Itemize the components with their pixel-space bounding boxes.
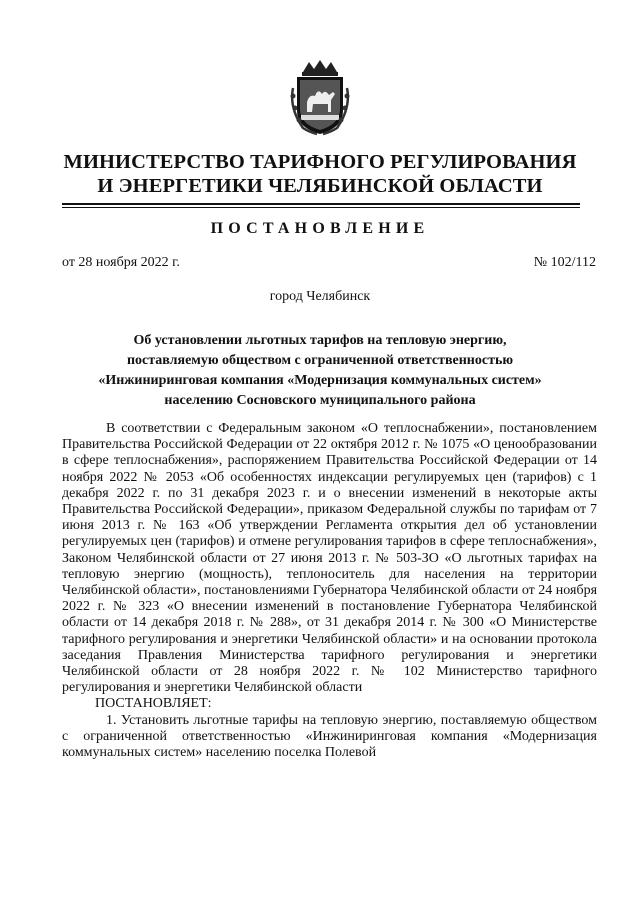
- document-body: [62, 421, 597, 761]
- title-line1: Об установлении льготных тарифов на тепловую энергию,: [133, 333, 507, 348]
- resolves-heading: ПОСТАНОВЛЯЕТ:: [95, 696, 212, 712]
- ministry-name: [40, 150, 600, 198]
- document-city: город Челябинск: [269, 289, 371, 304]
- document-title: [60, 331, 580, 411]
- coat-of-arms-icon: [289, 58, 351, 136]
- point-1-paragraph: 1. Установить льготные тарифы на тепловую энергию, поставляемую обществом с ограниченной ответственностью «Инжиниринговая компания «Модернизация коммунальных систем» населению поселка Полевой: [62, 712, 597, 761]
- preamble-paragraph: В соответствии с Федеральным законом «О теплоснабжении», постановлением Правительства Российской Федерации от 22 октября 2012 г. № 1075 «О ценообразовании в сфере теплоснабжения», распоряжением Правительства Российской Федерации от 14 ноября 2022 № 2053 «Об особенностях индексации регулируемых цен (тарифов) с 1 декабря 2022 г. по 31 декабря 2023 г. и о внесении изменений в некоторые акты Правительства Российской Федерации», приказом Федеральной службы по тарифам от 7 июня 2013 г. № 163 «Об утверждении Регламента открытия дел об установлении регулируемых цен (тарифов) и отмене регулирования тарифов в сфере теплоснабжения», Законом Челябинской области от 27 июня 2013 г. № 503-ЗО «О льготных тарифах на тепловую энергию (мощность), теплоноситель для населения на территории Челябинской области», постановлениями Губернатора Челябинской области от 24 ноября 2022 г. № 323 «О внесении изменений в постановление Губернатора Челябинской области от 14 декабря 2018 г. № 288», от 31 декабря 2014 г. № 300 «О Министерстве тарифного регулирования и энергетики Челябинской области» и на основании протокола заседания Правления Министерства тарифного регулирования и энергетики Челябинской области от 28 ноября 2022 г. № 102 Министерство тарифного регулирования и энергетики Челябинской области: [62, 421, 598, 696]
- document-number: № 102/112: [533, 255, 596, 270]
- document-type: ПОСТАНОВЛЕНИЕ: [210, 220, 430, 237]
- header-divider-thick: [62, 203, 580, 205]
- ministry-name-line2: И ЭНЕРГЕТИКИ ЧЕЛЯБИНСКОЙ ОБЛАСТИ: [97, 175, 543, 197]
- title-line2: поставляемую обществом с ограниченной ответственностью: [126, 353, 514, 368]
- document-date: от 28 ноября 2022 г.: [62, 255, 180, 270]
- ministry-name-line1: МИНИСТЕРСТВО ТАРИФНОГО РЕГУЛИРОВАНИЯ: [63, 151, 577, 173]
- header-divider-thin: [62, 207, 580, 208]
- title-line3: «Инжиниринговая компания «Модернизация коммунальных систем»: [98, 373, 542, 388]
- title-line4: населению Сосновского муниципального района: [164, 393, 476, 408]
